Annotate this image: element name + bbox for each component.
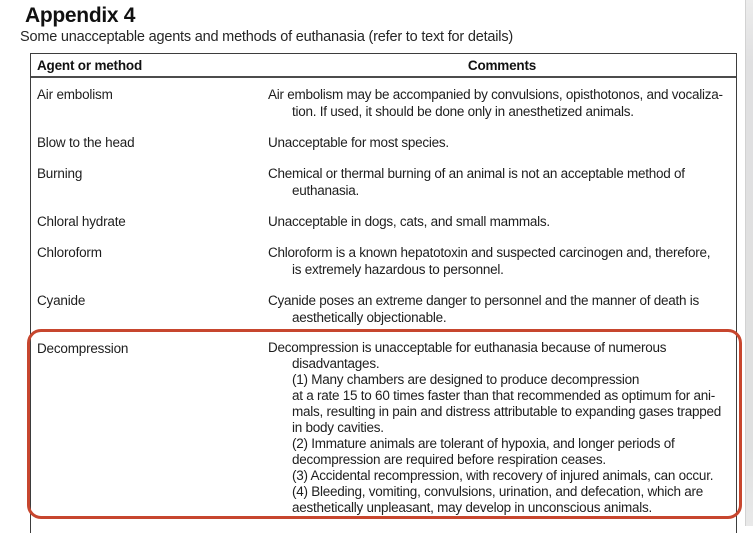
table-row — [31, 292, 736, 326]
page-edge-strip — [745, 0, 753, 526]
table-row — [31, 340, 736, 516]
comment-line: aesthetically unpleasant, may develop in unconscious animals. — [292, 500, 652, 515]
comment-line: (4) Bleeding, vomiting, convulsions, urination, and defecation, which are — [292, 484, 703, 499]
table-rows — [31, 78, 736, 516]
comment-line: in body cavities. — [292, 420, 384, 435]
comment-line: Air embolism may be accompanied by convulsions, opisthotonos, and vocaliza- — [268, 87, 723, 102]
comment-line: at a rate 15 to 60 times faster than that recommended as optimum for ani- — [292, 388, 715, 403]
table-row — [31, 86, 736, 120]
comment-cell — [268, 213, 736, 230]
comment-line: Chloroform is a known hepatotoxin and suspected carcinogen and, therefore, — [268, 245, 711, 260]
comment-line: aesthetically objectionable. — [292, 310, 447, 325]
table-row — [31, 134, 736, 151]
comment-cell — [268, 292, 736, 326]
comment-line: Cyanide poses an extreme danger to personnel and the manner of death is — [268, 293, 700, 308]
euthanasia-table — [30, 53, 737, 533]
comment-line: Unacceptable in dogs, cats, and small mammals. — [268, 214, 550, 229]
table-row — [31, 213, 736, 230]
table-row — [31, 244, 736, 278]
comment-line: (2) Immature animals are tolerant of hypoxia, and longer periods of — [292, 436, 675, 451]
comment-line: disadvantages. — [292, 356, 380, 371]
comment-line: mals, resulting in pain and distress attributable to expanding gases trapped — [292, 404, 722, 419]
table-row — [31, 165, 736, 199]
comment-line: euthanasia. — [292, 183, 360, 198]
comments-column-header: Comments — [467, 58, 537, 73]
agent-cell: Air embolism — [37, 87, 113, 102]
comment-cell — [268, 86, 736, 120]
comment-line: (3) Accidental recompression, with recovery of injured animals, can occur. — [292, 468, 714, 483]
comment-cell — [268, 340, 736, 516]
agent-cell: Burning — [37, 166, 83, 181]
comment-line: Decompression is unacceptable for euthanasia because of numerous — [268, 340, 667, 355]
agent-cell: Chloroform — [37, 245, 102, 260]
comment-line: Chemical or thermal burning of an animal is not an acceptable method of — [268, 166, 685, 181]
agent-cell: Blow to the head — [37, 135, 135, 150]
agent-cell: Decompression — [37, 341, 129, 356]
comment-cell — [268, 134, 736, 151]
page-subtitle: Some unacceptable agents and methods of euthanasia (refer to text for details) — [20, 29, 514, 45]
agent-column-header: Agent or method — [37, 58, 142, 73]
agent-cell: Chloral hydrate — [37, 214, 126, 229]
comment-cell — [268, 244, 736, 278]
comment-line: Unacceptable for most species. — [268, 135, 449, 150]
comment-cell — [268, 165, 736, 199]
agent-cell: Cyanide — [37, 293, 86, 308]
comment-line: (1) Many chambers are designed to produce decompression — [292, 372, 640, 387]
page-title: Appendix 4 — [25, 4, 136, 27]
comment-line: tion. If used, it should be done only in anesthetized animals. — [292, 104, 634, 119]
comment-line: decompression are required before respiration ceases. — [292, 452, 606, 467]
table-header-row — [31, 54, 736, 78]
comment-line: is extremely hazardous to personnel. — [292, 262, 504, 277]
